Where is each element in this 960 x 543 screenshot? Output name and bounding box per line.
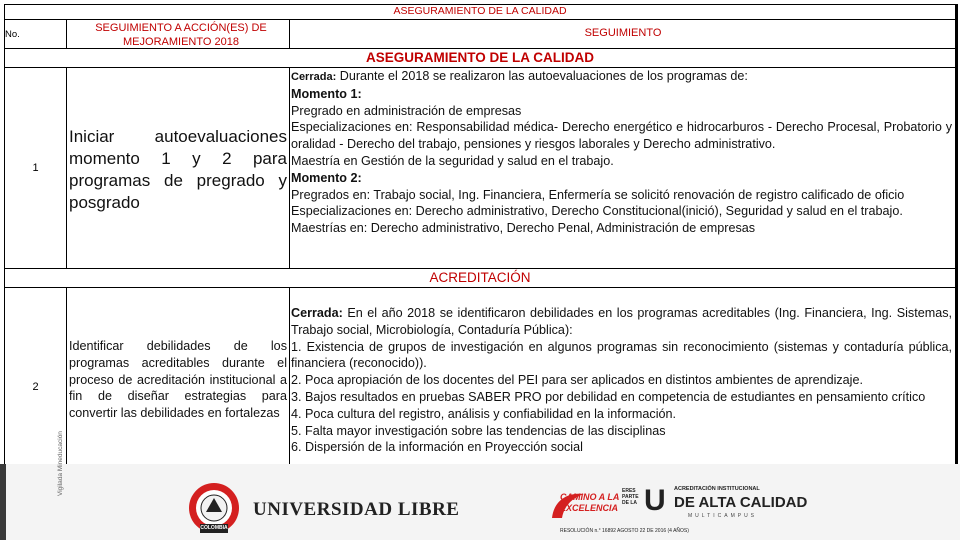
followup-1-line-1: Cerrada: Durante el 2018 se realizaron las autoevaluaciones de los programas de: bbox=[291, 69, 748, 83]
followup-2-line-4: 3. Bajos resultados en pruebas SABER PRO por debilidad en competencia de estudiantes en pensamiento crítico bbox=[291, 389, 926, 404]
seal-badge-text: COLOMBIA bbox=[200, 525, 228, 531]
followup-2-line-6: 5. Falta mayor investigación sobre las tendencias de las disciplinas bbox=[291, 423, 666, 438]
followup-1-line-8: Especializaciones en: Derecho administrativo, Derecho Constitucional(inició), Seguridad y salud en el trabajo. bbox=[291, 204, 903, 219]
frame-right-edge bbox=[956, 4, 958, 487]
university-name-logo: UNIVERSIDAD LIBRE bbox=[253, 499, 460, 520]
followup-1-line-6: Momento 2: bbox=[291, 170, 362, 185]
accreditation-line-2: DE ALTA CALIDAD bbox=[674, 494, 808, 511]
footer-vigilada-text: Vigilada Mineducación bbox=[57, 431, 64, 496]
table-title: ASEGURAMIENTO DE LA CALIDAD bbox=[393, 5, 567, 17]
followup-2-line-1: Cerrada: En el año 2018 se identificaron debilidades en los programas acreditables (Ing. Financiera, Ing. Sistemas, Trabajo social, Microbiología, Contaduría Pública): bbox=[291, 306, 952, 337]
campaign-line-2: EXCELENCIA bbox=[560, 503, 619, 513]
section-title-2: ACREDITACIÓN bbox=[429, 270, 531, 285]
campaign-u-letter: U bbox=[644, 484, 666, 517]
column-header-no: No. bbox=[5, 29, 20, 40]
action-text-1: Iniciar autoevaluaciones momento 1 y 2 para programas de pregrado y posgrado bbox=[69, 127, 287, 212]
row-number-1: 1 bbox=[32, 162, 39, 174]
followup-2-line-2: 1. Existencia de grupos de investigación en algunos programas sin reconocimiento (sistemas y contaduría pública, financiera (reconocido)). bbox=[291, 339, 952, 371]
followup-text-1 bbox=[291, 68, 952, 237]
followup-1-line-4: Especializaciones en: Responsabilidad médica- Derecho energético e hidrocarburos - Derecho Procesal, Probatorio y oralidad - Derecho del trabajo, pensiones y riesgos laborales y Derecho administrativo. bbox=[291, 120, 952, 152]
followup-text-2 bbox=[291, 305, 952, 456]
followup-1-line-7: Pregrados en: Trabajo social, Ing. Financiera, Enfermería se solicitó renovación de registro calificado de oficio bbox=[291, 187, 905, 202]
row-number-2: 2 bbox=[32, 381, 39, 393]
followup-2-line-3: 2. Poca apropiación de los docentes del PEI para ser aplicados en distintos ambientes de aprendizaje. bbox=[291, 373, 863, 388]
followup-2-line-7: 6. Dispersión de la información en Proyección social bbox=[291, 440, 583, 455]
university-seal-logo bbox=[184, 482, 244, 538]
column-header-followup: SEGUIMIENTO bbox=[584, 27, 662, 39]
followup-1-line-9: Maestrías en: Derecho administrativo, Derecho Penal, Administración de empresas bbox=[291, 221, 756, 236]
followup-1-line-5: Maestría en Gestión de la seguridad y salud en el trabajo. bbox=[291, 153, 614, 168]
action-text-2: Identificar debilidades de los programas acreditables durante el proceso de acreditación institucional a fin de diseñar estrategias para convertir las debilidades en fortalezas bbox=[69, 339, 287, 421]
section-title-1: ASEGURAMIENTO DE LA CALIDAD bbox=[365, 50, 594, 65]
footer-left-block bbox=[0, 464, 6, 540]
footer-band bbox=[0, 464, 960, 540]
campaign-logo bbox=[548, 484, 808, 536]
accreditation-multicampus: MULTICAMPUS bbox=[688, 513, 758, 519]
campaign-eres-text: ERES PARTE DE LA bbox=[622, 488, 639, 506]
followup-1-line-2: Momento 1: bbox=[291, 86, 362, 101]
accreditation-line-1: ACREDITACIÓN INSTITUCIONAL bbox=[674, 486, 760, 492]
followup-1-line-3: Pregrado en administración de empresas bbox=[291, 103, 522, 118]
column-header-action: SEGUIMIENTO A ACCIÓN(ES) DE MEJORAMIENTO 2018 bbox=[95, 22, 267, 48]
campaign-line-1: CAMINO A LA bbox=[560, 492, 620, 502]
accreditation-resolution: RESOLUCIÓN n.° 16892 AGOSTO 22 DE 2016 (4 AÑOS) bbox=[560, 528, 689, 534]
followup-2-line-5: 4. Poca cultura del registro, análisis y confiabilidad en la información. bbox=[291, 406, 677, 421]
